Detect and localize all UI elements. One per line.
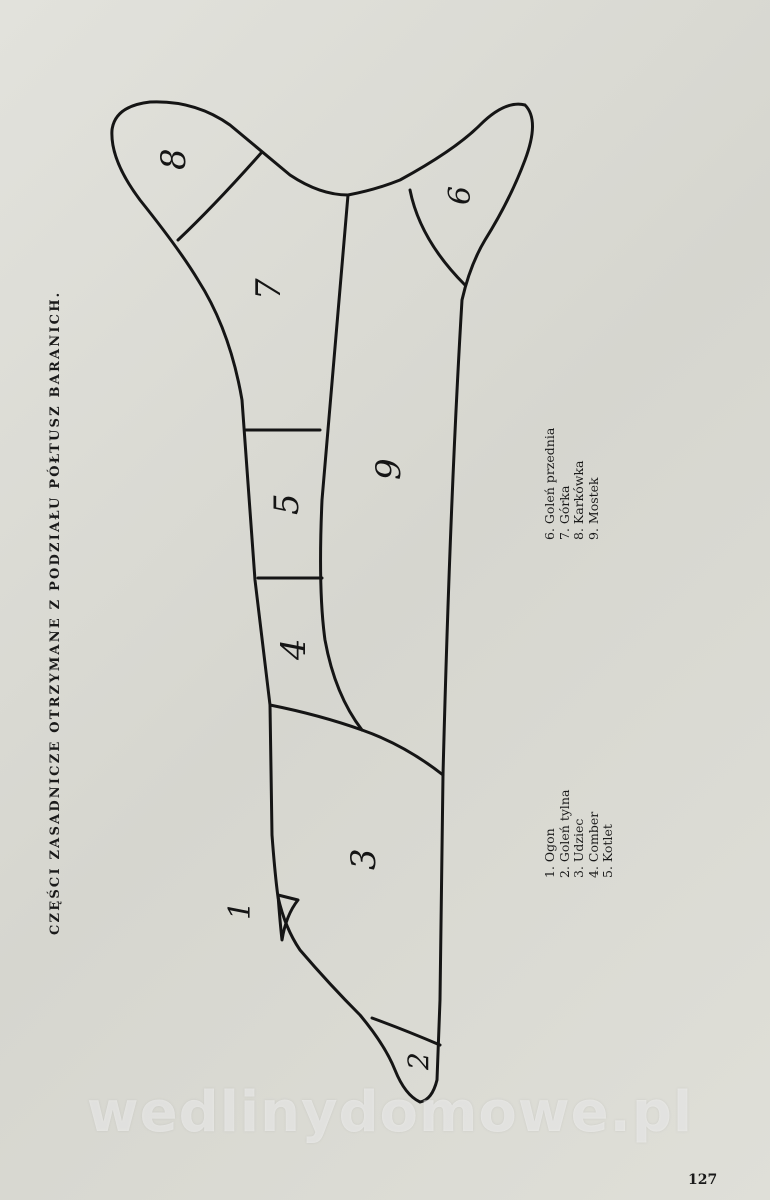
legend-item: 2. Goleń tylna — [556, 789, 572, 878]
divider-comber-mostek — [321, 195, 362, 730]
legend-right — [543, 428, 601, 540]
region-label-8: 8 — [154, 148, 194, 170]
legend-item: 5. Kotlet — [600, 824, 616, 878]
legend-item: 6. Goleń przednia — [542, 427, 557, 540]
divider-golen-tylna — [372, 1018, 440, 1045]
region-label-1: 1 — [223, 900, 258, 920]
watermark: wedlinydomowe.pl — [86, 1080, 694, 1145]
legend-item: 4. Comber — [585, 811, 601, 878]
tail-outline — [278, 895, 298, 940]
region-label-3: 3 — [344, 848, 384, 870]
region-label-4: 4 — [274, 638, 314, 660]
region-label-5: 5 — [267, 493, 307, 515]
legend-item: 9. Mostek — [585, 477, 601, 540]
legend-left — [543, 790, 616, 878]
region-label-9: 9 — [369, 458, 409, 480]
region-label-6: 6 — [443, 185, 478, 205]
legend-item: 8. Karkówka — [571, 460, 587, 540]
legend-item: 3. Udziec — [571, 818, 587, 878]
page-number: 127 — [688, 1172, 718, 1188]
region-label-7: 7 — [249, 278, 289, 300]
diagram-title: CZĘŚCI ZASADNICZE OTRZYMANE Z PODZIAŁU PÓŁTUSZ BARANICH. — [48, 290, 63, 935]
divider-udziec-comber — [270, 705, 443, 775]
legend-item: 1. Ogon — [542, 828, 557, 878]
region-label-2: 2 — [402, 1052, 435, 1070]
legend-item: 7. Górka — [556, 485, 572, 540]
